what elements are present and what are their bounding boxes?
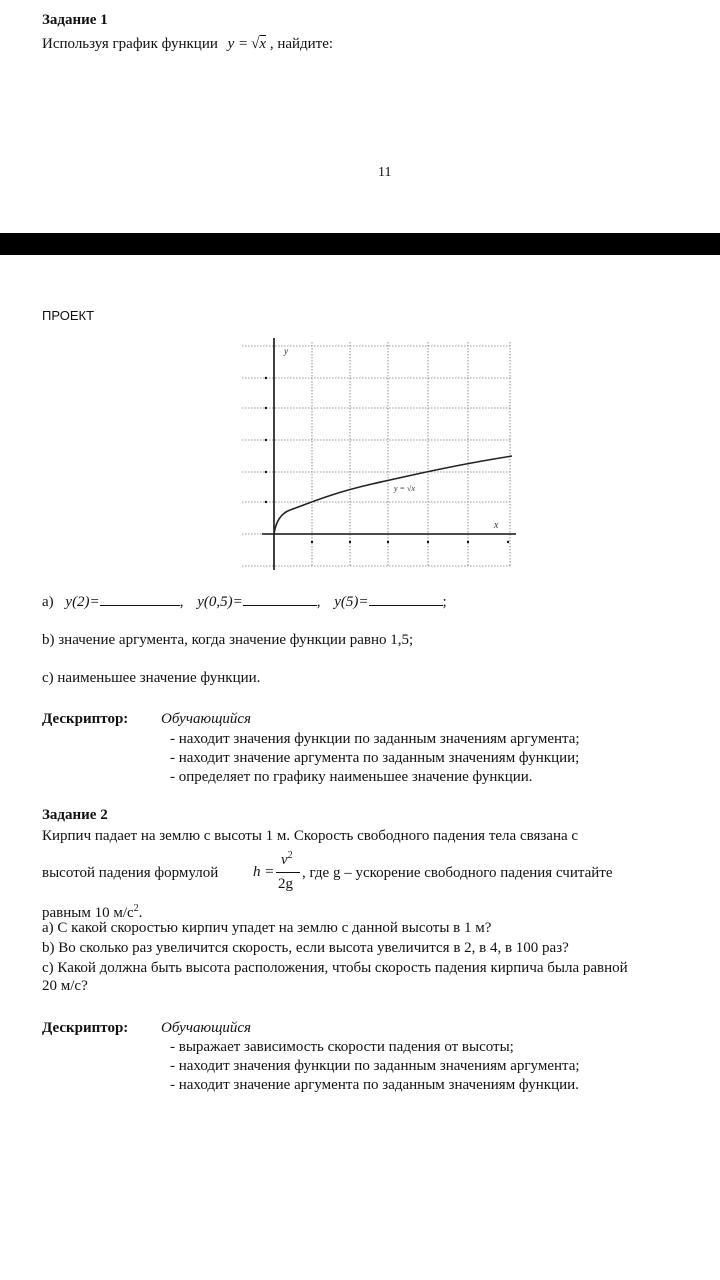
descriptor2-item: - находит значение аргумента по заданным значениям функции. [170,1077,579,1093]
axes [262,338,516,570]
task2-line3-text: равным 10 м/с [42,905,134,921]
task2-line2-suffix: , где g – ускорение свободного падения считайте [302,865,613,881]
descriptor1-item: - находит значения функции по заданным значениям аргумента; [170,731,580,747]
task2-question-a: а) С какой скоростью кирпич упадет на землю с данной высоты в 1 м? [42,920,492,936]
question-a-part1: y(2)= [65,594,100,610]
formula-denominator: 2g [278,876,293,892]
question-a-part2: y(0,5)= [197,594,243,610]
descriptor1-label: Дескриптор: [42,711,129,727]
task2-question-b: b) Во сколько раз увеличится скорость, если высота увеличится в 2, в 4, в 100 раз? [42,940,569,956]
descriptor1-item: - определяет по графику наименьшее значение функции. [170,769,533,785]
descriptor2-list [170,1038,580,1095]
question-b: b) значение аргумента, когда значение функции равно 1,5; [42,632,414,648]
task2-line3-exp: 2 [133,903,139,914]
task2-title: Задание 2 [42,807,108,823]
descriptor2-item: - находит значения функции по заданным значениям аргумента; [170,1058,580,1074]
curve-label: y = √x [394,484,415,493]
task1-formula-lhs: y = [227,36,249,52]
descriptor2-label: Дескриптор: [42,1020,129,1036]
question-a: а) y(2)= , y(0,5)= , y(5)= ; [42,594,447,610]
formula-num-exp: 2 [287,850,293,861]
task1-intro-prefix: Используя график функции [42,36,218,52]
descriptor1-item: - находит значение аргумента по заданным значениям функции; [170,750,580,766]
descriptor2-item: - выражает зависимость скорости падения от высоты; [170,1039,514,1055]
formula-numerator [281,850,293,869]
formula-lhs: h = [253,864,275,880]
task1-intro [42,35,333,53]
answer-blank-1[interactable] [100,605,180,606]
descriptor1-role: Обучающийся [161,711,252,727]
task2-line2-prefix: высотой падения формулой [42,865,219,881]
answer-blank-2[interactable] [243,605,317,606]
task1-title: Задание 1 [42,12,108,28]
page-separator-band [0,233,720,255]
task2-question-c-line1: с) Какой должна быть высота расположения, чтобы скорость падения кирпича была равной [42,960,628,976]
sqrt-curve [274,456,512,534]
descriptor1-list [170,730,580,787]
task2-line3-end: . [138,905,143,921]
task1-formula-radicand: x [259,36,267,52]
task2-line1: Кирпич падает на землю с высоты 1 м. Скорость свободного падения тела связана с [42,828,579,844]
sqrt-graph [232,338,518,574]
question-c: с) наименьшее значение функции. [42,670,261,686]
page-number: 11 [378,165,392,180]
answer-blank-3[interactable] [369,605,443,606]
formula-num-base: v [281,852,288,868]
question-a-label: а) [42,594,54,610]
task1-intro-suffix: , найдите: [269,36,334,52]
draft-header: ПРОЕКТ [42,308,95,323]
descriptor2-role: Обучающийся [161,1020,252,1036]
question-a-part3: y(5)= [334,594,369,610]
y-axis-label: y [284,346,288,356]
task2-question-c-line2: 20 м/с? [42,978,88,994]
x-axis-label: x [494,520,499,531]
fraction-bar [276,872,300,873]
sqrt-symbol: √ [251,36,260,52]
